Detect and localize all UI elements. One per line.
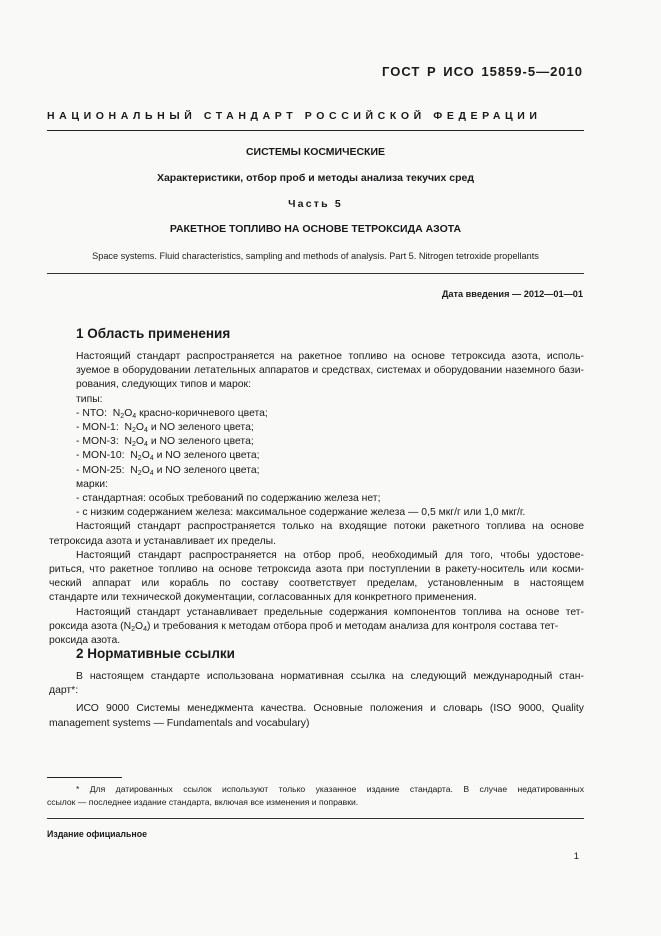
grade-item: - с низким содержанием железа: максимальное содержание железа — 0,5 мкг/г или 1,0 мкг/г. [76,507,526,519]
text-line: Настоящий стандарт распространяется на ракетное топливо на основе тетроксида азота, исполь- [76,351,584,362]
text-line: тетроксида азота и устанавливает их пределы. [49,535,277,547]
section-1-body [49,350,584,648]
type-item: - MON-1: $N_2O_4$ и NO зеленого цвета; [76,422,254,435]
section-2-heading: 2 Нормативные ссылки [76,646,235,661]
type-item: - MON-10: $N_2O_4$ и NO зеленого цвета; [76,450,260,463]
text-line: дарт*: [49,685,79,697]
text-line: роксида азота. [49,635,121,647]
title-part-title: РАКЕТНОЕ ТОПЛИВО НА ОСНОВЕ ТЕТРОКСИДА АЗОТА [169,223,462,235]
footnote-line: * Для датированных ссылок используют только указанное издание стандарта. В случае недатированных [76,784,584,794]
header-rule [47,130,584,131]
section-2-body [49,670,584,731]
text-line: рования, следующих типов и марок: [76,379,251,391]
standard-code: ГОСТ Р ИСО 15859-5—2010 [382,64,583,79]
edition-rule [47,818,584,819]
national-standard-line: НАЦИОНАЛЬНЫЙ СТАНДАРТ РОССИЙСКОЙ ФЕДЕРАЦИИ [47,110,542,122]
type-item: - MON-25: $N_2O_4$ и NO зеленого цвета; [76,464,260,477]
type-item: - NTO: $N_2O_4$ красно-коричневого цвета; [76,407,268,420]
types-label: типы: [76,393,103,405]
title-subtitle: Характеристики, отбор проб и методы анализа текучих сред [156,172,475,184]
text-line: роксида азота $(N_2O_4)$ и требования к методам отбора проб и методам анализа для контроля состава тет- [49,620,559,633]
title-rule [47,273,584,274]
grade-item: - стандартная: особых требований по содержанию железа нет; [76,493,381,505]
text-line: Настоящий стандарт устанавливает предельные содержания компонентов топлива на основе тет- [76,606,584,618]
text-line: Настоящий стандарт распространяется на отбор проб, необходимый для того, чтобы удостове- [76,549,584,561]
title-main: СИСТЕМЫ КОСМИЧЕСКИЕ [245,146,386,158]
type-item: - MON-3: $N_2O_4$ и NO зеленого цвета; [76,436,254,449]
section-1-heading: 1 Область применения [76,326,231,341]
edition-label: Издание официальное [47,829,147,839]
footnote [47,783,584,809]
text-line: В настоящем стандарте использована нормативная ссылка на следующий международный стан- [76,671,584,682]
title-english: Space systems. Fluid characteristics, sampling and methods of analysis. Part 5. Nitrogen tetroxide propellants [92,251,539,261]
text-line: Настоящий стандарт распространяется только на входящие потоки ракетного топлива на основе [76,521,584,533]
text-line: стандарте или технической документации, согласованных для конкретного применения. [49,592,477,604]
introduction-date: Дата введения — 2012—01—01 [441,289,583,299]
text-line: ческий аппарат или корабль по составу соответствует пределам, установленным в настоящем [49,578,584,590]
footnote-line: ссылок — последнее издание стандарта, включая все изменения и поправки. [47,797,359,807]
footnote-rule [47,777,122,778]
reference-item: ИСО 9000 Системы менеджмента качества. Основные положения и словарь (ISO 9000, Quality [76,703,584,715]
grades-label: марки: [76,478,108,490]
text-line: зуемое в оборудовании летательных аппаратов и средствах, системах и оборудовании наземного бази- [76,365,584,377]
reference-item: management systems — Fundamentals and vocabulary) [49,717,310,729]
page-number: 1 [573,851,579,862]
title-part: Часть 5 [288,198,343,210]
text-line: риться, что ракетное топливо на основе тетроксида азота при поступлении в ракету-носитель или косми- [49,564,584,576]
